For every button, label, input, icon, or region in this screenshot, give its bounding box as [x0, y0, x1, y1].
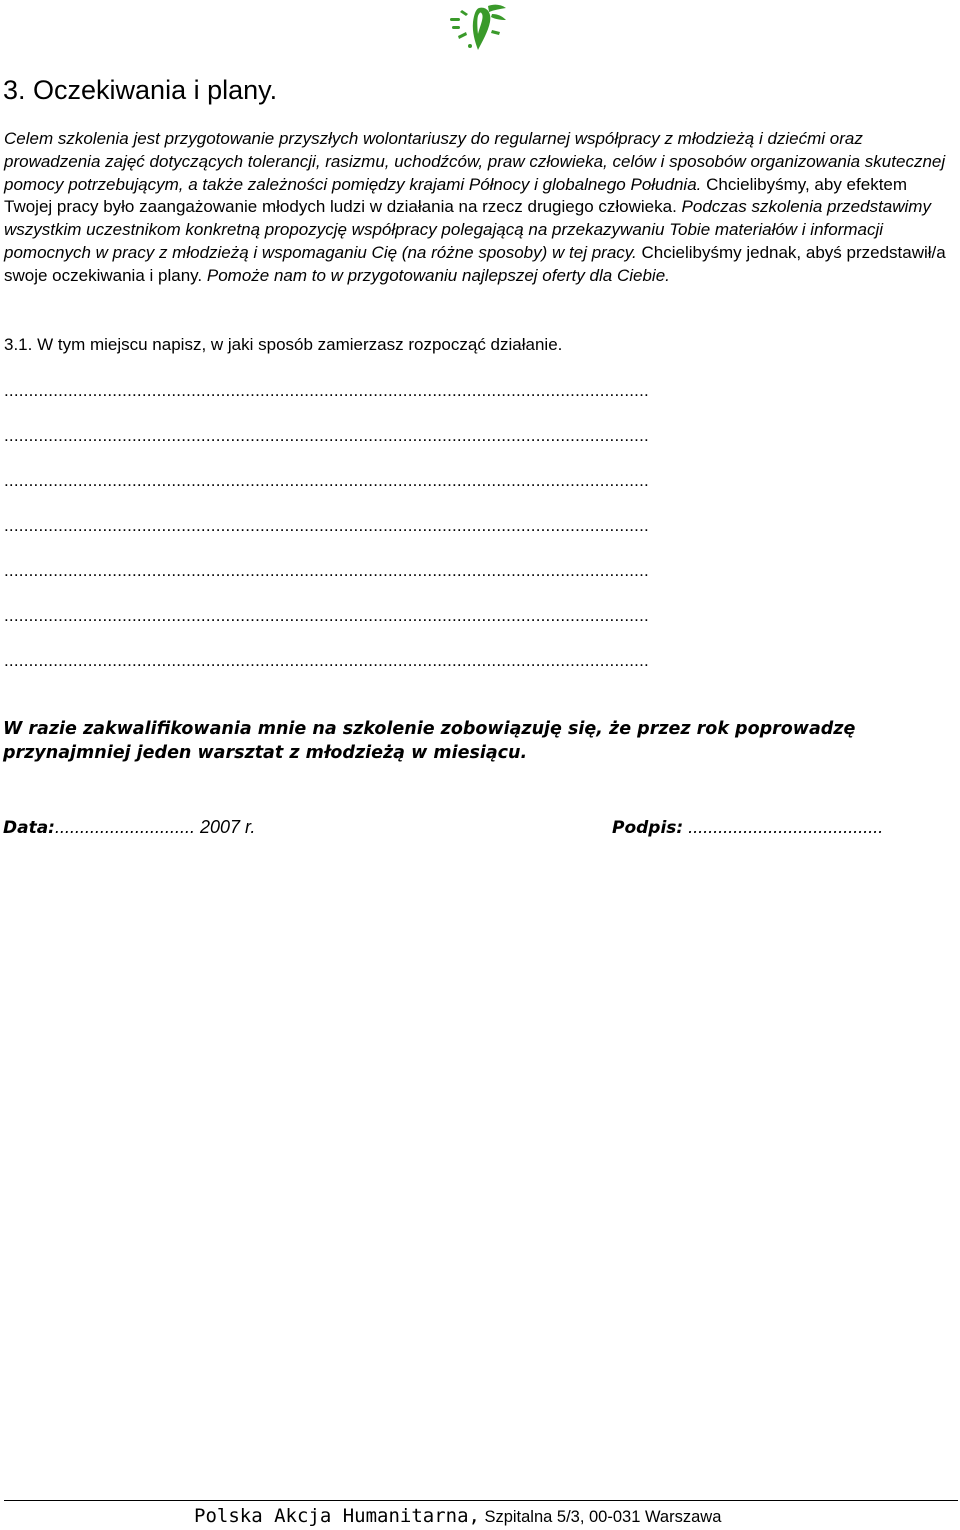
intro-italic-text: Celem szkolenia jest przygotowanie przyszłych wolontariuszy do regularnej współpracy z młodzieżą i dziećmi oraz prowadzenia zajęć dotyczących tolerancji, rasizmu, uchodźców, praw człowieka, celów i sposobów organizowania skutecznej pomocy potrzebującym, a także zależności pomiędzy krajami Północy i globalnego Południa.: [4, 129, 946, 194]
signature-value[interactable]: .......................................: [688, 817, 884, 837]
page-title: 3. Oczekiwania i plany.: [3, 75, 278, 105]
signature-label: Podpis:: [612, 818, 684, 838]
footer-address: Szpitalna 5/3, 00-031 Warszawa: [484, 1508, 722, 1526]
question-3-1: 3.1. W tym miejscu napisz, w jaki sposób zamierzasz rozpocząć działanie.: [4, 335, 563, 354]
date-field[interactable]: [3, 816, 255, 839]
commitment-statement: W razie zakwalifikowania mnie na szkolenie zobowiązuję się, że przez rok poprowadzę przynajmniej jeden warsztat z młodzieżą w miesiącu.: [3, 719, 856, 763]
date-value[interactable]: ............................ 2007 r.: [54, 817, 256, 837]
answer-line[interactable]: ...................................................................................................................................: [4, 651, 649, 670]
date-label: Data:: [3, 818, 55, 838]
intro-italic-text-3: Pomoże nam to w przygotowaniu najlepszej oferty dla Ciebie.: [206, 265, 670, 285]
footer-organization: Polska Akcja Humanitarna,: [194, 1505, 480, 1527]
answer-line[interactable]: ...................................................................................................................................: [4, 426, 649, 445]
answer-line[interactable]: ...................................................................................................................................: [4, 381, 649, 400]
intro-regular-text-2: Chcielibyśmy jednak, abyś przedstawił/a swoje oczekiwania i plany.: [4, 242, 946, 285]
answer-line[interactable]: ...................................................................................................................................: [4, 471, 649, 490]
footer-divider: [4, 1500, 958, 1501]
intro-paragraph: [4, 128, 954, 288]
signature-field[interactable]: [612, 816, 883, 839]
answer-line[interactable]: ...................................................................................................................................: [4, 516, 649, 535]
intro-regular-text: Chcielibyśmy, aby efektem Twojej pracy było zaangażowanie młodych ludzi w działania na rzecz drugiego człowieka.: [4, 174, 908, 217]
intro-italic-text-2: Podczas szkolenia przedstawimy wszystkim uczestnikom konkretną propozycję współpracy polegającą na przekazywaniu Tobie materiałów i informacji pomocnych w pracy z młodzieżą i wspomaganiu Cię (na różne sposoby) w tej pracy.: [4, 197, 931, 262]
answer-line[interactable]: ...................................................................................................................................: [4, 561, 649, 580]
answer-line[interactable]: ...................................................................................................................................: [4, 606, 649, 625]
green-leaf-logo-icon: [448, 2, 510, 54]
page-footer: [194, 1504, 721, 1530]
